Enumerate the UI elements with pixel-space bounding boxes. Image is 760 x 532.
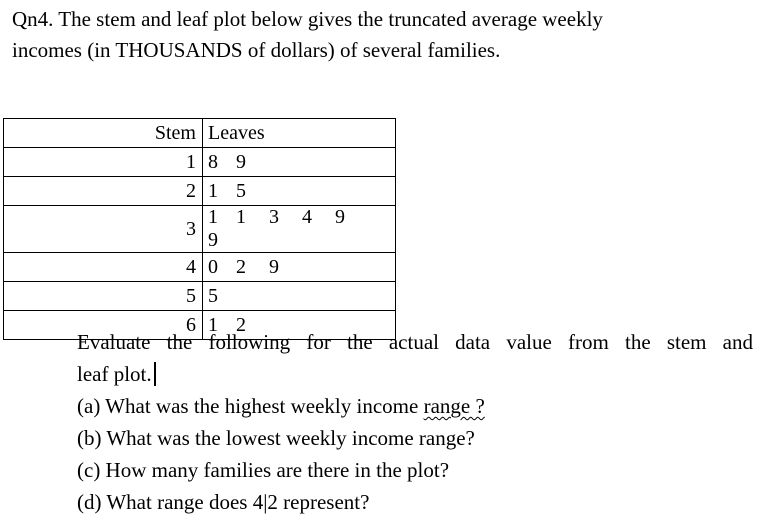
questions-block bbox=[77, 326, 753, 518]
leaf-value: 1 bbox=[236, 206, 246, 228]
leaf-value: 9 bbox=[269, 255, 279, 278]
leaf-value: 9 bbox=[335, 206, 345, 228]
question-b: (b) What was the lowest weekly income range? bbox=[77, 426, 475, 450]
leaf-value: 4 bbox=[302, 206, 312, 228]
question-d: (d) What range does 4|2 represent? bbox=[77, 490, 370, 514]
table-row bbox=[4, 282, 396, 311]
leaves-cell bbox=[203, 177, 396, 206]
instruction-line-2-text: leaf plot. bbox=[77, 362, 152, 386]
leaf-value: 2 bbox=[236, 313, 246, 336]
leaves-cell bbox=[203, 253, 396, 282]
table-row bbox=[4, 206, 396, 253]
stem-leaf-table bbox=[3, 118, 396, 340]
stem-cell: 6 bbox=[4, 311, 203, 340]
instruction-line-2 bbox=[77, 358, 753, 390]
header-stem: Stem bbox=[4, 119, 203, 148]
leaf-value: 8 bbox=[208, 150, 218, 173]
intro-line-1: Qn4. The stem and leaf plot below gives the truncated average weekly bbox=[12, 7, 603, 31]
leaf-value: 1 bbox=[208, 179, 218, 202]
table-body bbox=[4, 148, 396, 340]
leaves-cell bbox=[203, 282, 396, 311]
text-cursor bbox=[154, 362, 156, 386]
leaf-value: 1 bbox=[208, 206, 218, 228]
question-a-text: (a) What was the highest weekly income bbox=[77, 394, 424, 418]
leaf-value: 3 bbox=[269, 206, 279, 228]
question-intro bbox=[12, 4, 752, 66]
stem-cell: 5 bbox=[4, 282, 203, 311]
leaf-value: 0 bbox=[208, 255, 218, 278]
header-leaves: Leaves bbox=[203, 119, 396, 148]
leaf-value: 5 bbox=[208, 284, 218, 307]
stem-cell: 4 bbox=[4, 253, 203, 282]
stem-cell: 3 bbox=[4, 206, 203, 253]
question-a-underlined: range ? bbox=[423, 394, 485, 418]
intro-line-2: incomes (in THOUSANDS of dollars) of several families. bbox=[12, 38, 501, 62]
leaves-cell bbox=[203, 148, 396, 177]
table-header-row bbox=[4, 119, 396, 148]
leaf-value: 5 bbox=[236, 179, 246, 202]
table-row bbox=[4, 177, 396, 206]
leaf-value: 1 bbox=[208, 313, 218, 336]
question-c: (c) How many families are there in the plot? bbox=[77, 458, 450, 482]
leaf-value: 9 bbox=[208, 229, 218, 251]
table-row bbox=[4, 148, 396, 177]
leaf-value: 9 bbox=[236, 150, 246, 173]
stem-cell: 1 bbox=[4, 148, 203, 177]
stem-cell: 2 bbox=[4, 177, 203, 206]
table-row bbox=[4, 253, 396, 282]
instruction-line-1: Evaluate the following for the actual data value from the stem and bbox=[77, 330, 753, 354]
leaves-cell bbox=[203, 206, 396, 253]
question-a bbox=[77, 390, 753, 422]
leaf-value: 2 bbox=[236, 255, 246, 278]
